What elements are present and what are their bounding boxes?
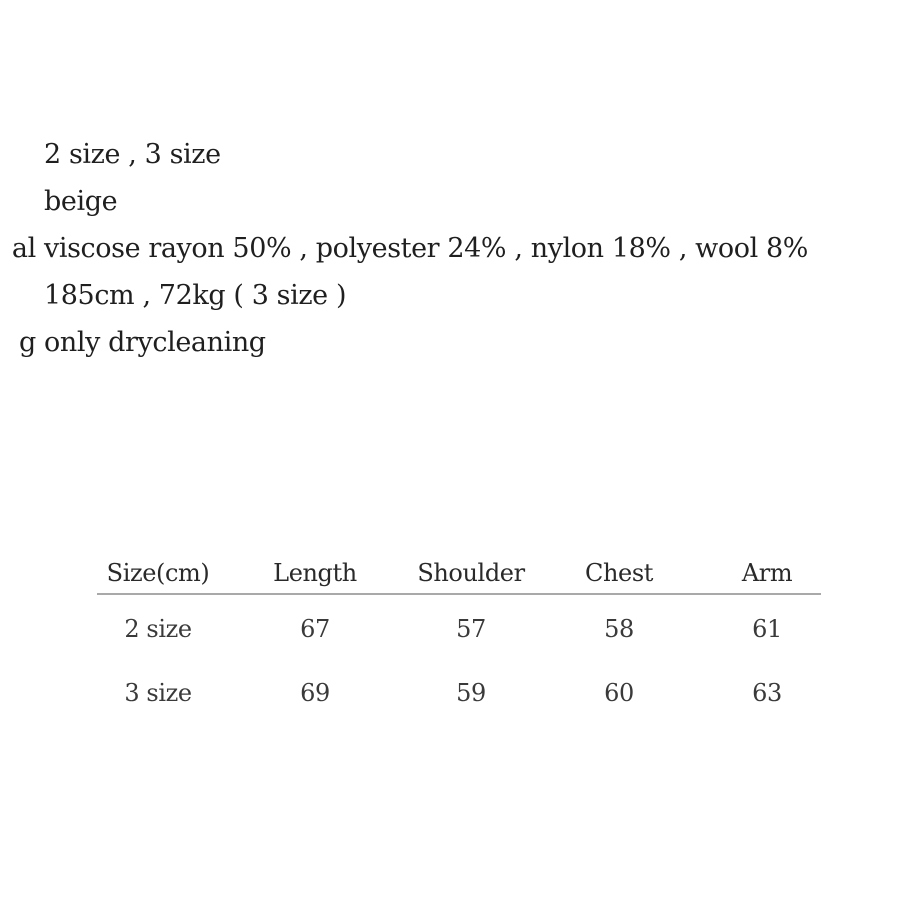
row-chest: 60 <box>604 679 634 707</box>
header-size: Size(cm) <box>106 559 210 587</box>
row-arm: 61 <box>752 615 782 643</box>
spec-row-material <box>0 229 924 276</box>
row-length: 67 <box>300 615 330 643</box>
header-arm: Arm <box>741 559 793 587</box>
spec-label: al <box>11 233 36 264</box>
size-table-header <box>97 553 821 595</box>
table-row <box>97 595 821 659</box>
header-shoulder: Shoulder <box>417 559 525 587</box>
spec-row-size <box>0 135 924 182</box>
spec-value-color: beige <box>44 186 118 217</box>
table-row <box>97 659 821 723</box>
spec-row-washing <box>0 323 924 370</box>
row-shoulder: 59 <box>456 679 486 707</box>
spec-value-washing: only drycleaning <box>44 327 266 358</box>
row-length: 69 <box>300 679 330 707</box>
spec-row-model <box>0 276 924 323</box>
row-size-label: 3 size <box>124 679 192 707</box>
size-table <box>97 553 821 723</box>
spec-label: g <box>19 327 36 358</box>
row-arm: 63 <box>752 679 782 707</box>
spec-value-material: viscose rayon 50% , polyester 24% , nylon 18% , wool 8% <box>44 233 809 264</box>
row-size-label: 2 size <box>124 615 192 643</box>
spec-value-model: 185cm , 72kg ( 3 size ) <box>44 280 347 311</box>
row-chest: 58 <box>604 615 634 643</box>
header-length: Length <box>273 559 357 587</box>
spec-value-size: 2 size , 3 size <box>44 139 221 170</box>
row-shoulder: 57 <box>456 615 486 643</box>
spec-row-color <box>0 182 924 229</box>
header-chest: Chest <box>585 559 653 587</box>
product-spec-list <box>0 135 924 370</box>
